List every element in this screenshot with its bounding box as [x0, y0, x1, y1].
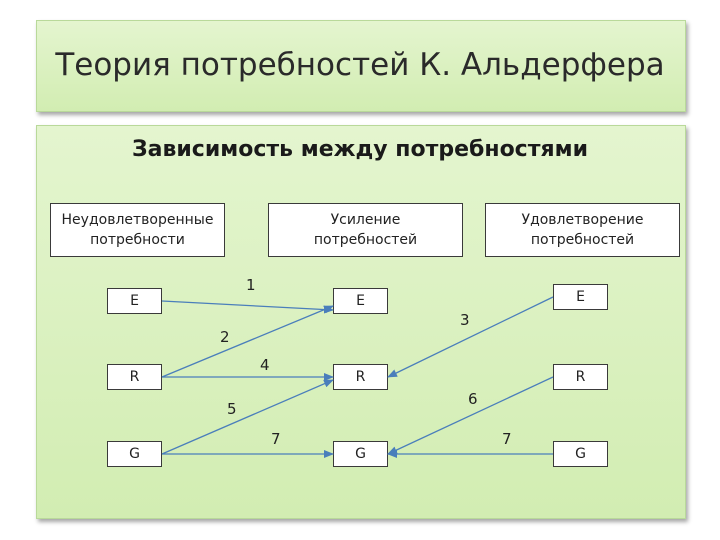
node-satisfaction-g: G — [553, 441, 608, 467]
arrow-label-2: 2 — [220, 328, 230, 346]
header-needs-amplification: Усиление потребностей — [268, 203, 463, 257]
arrow-label-7-left: 7 — [271, 430, 281, 448]
diagram-subtitle: Зависимость между потребностями — [131, 137, 589, 162]
arrow-label-3: 3 — [460, 311, 470, 329]
slide-title: Теория потребностей К. Альдерфера — [55, 47, 665, 83]
arrow-5-g-to-r — [162, 380, 333, 454]
node-amplification-r: R — [333, 364, 388, 390]
arrow-label-1: 1 — [246, 276, 256, 294]
arrow-label-5: 5 — [227, 400, 237, 418]
arrow-label-6: 6 — [468, 390, 478, 408]
arrow-2-r-to-e — [162, 306, 333, 377]
header-unsatisfied-needs: Неудовлетворенные потребности — [50, 203, 225, 257]
arrow-3-e-to-r — [388, 297, 553, 377]
header-needs-satisfaction: Удовлетворение потребностей — [485, 203, 680, 257]
node-satisfaction-r: R — [553, 364, 608, 390]
arrow-6-r-to-g — [388, 377, 553, 454]
arrow-1-e-to-e — [162, 301, 333, 310]
node-amplification-g: G — [333, 441, 388, 467]
node-unsatisfied-e: E — [107, 288, 162, 314]
node-unsatisfied-r: R — [107, 364, 162, 390]
arrow-label-7-right: 7 — [502, 430, 512, 448]
arrow-label-4: 4 — [260, 356, 270, 374]
node-satisfaction-e: E — [553, 284, 608, 310]
node-amplification-e: E — [333, 288, 388, 314]
node-unsatisfied-g: G — [107, 441, 162, 467]
